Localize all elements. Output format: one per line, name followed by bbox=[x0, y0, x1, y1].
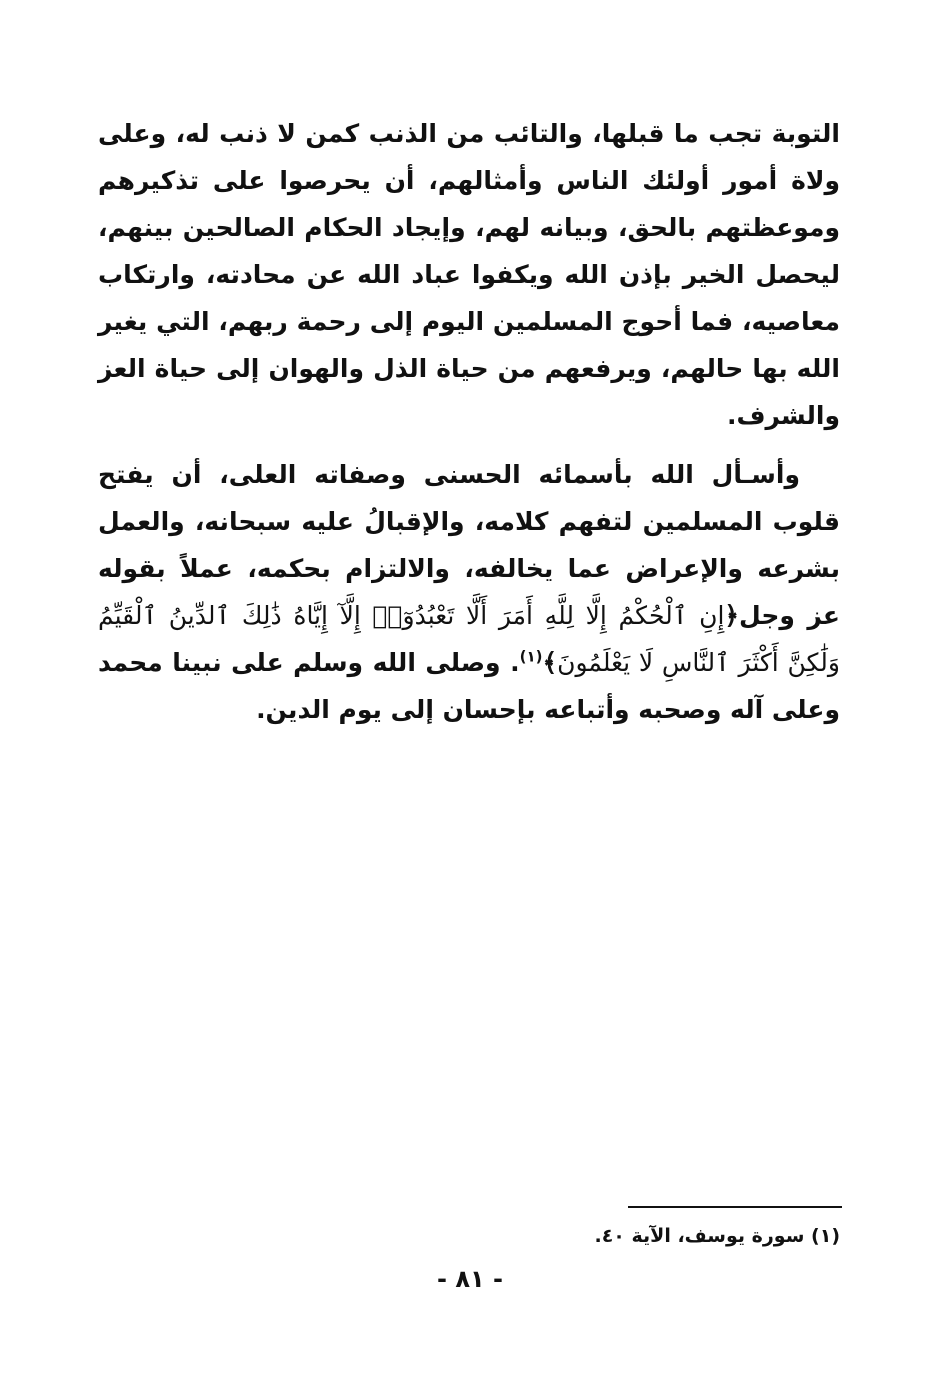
footnote: (١) سورة يوسف، الآية ٤٠. bbox=[594, 1225, 840, 1247]
footnote-divider bbox=[628, 1206, 842, 1208]
footnote-reference: (١) bbox=[519, 647, 543, 666]
paragraph-2-intro: وأسـأل الله بأسمائه الحسنى وصفاته العلى، أن يفتح قلوب المسلمين لتفهم كلامه، والإقبالُ عليه سبحانه، والعمل بشرعه والإعراض عما يخالفه، والالتزام بحكمه، عملاً بقوله عز وجل bbox=[98, 460, 840, 630]
body-text bbox=[98, 110, 840, 733]
paragraph-2 bbox=[98, 451, 840, 733]
paragraph-1-text: التوبة تجب ما قبلها، والتائب من الذنب كمن لا ذنب له، وعلى ولاة أمور أولئك الناس وأمثالهم، أن يحرصوا على تذكيرهم وموعظتهم بالحق، وبيانه لهم، وإيجاد الحكام الصالحين بينهم، ليحصل الخير بإذن الله ويكفوا عباد الله عن محادته، وارتكاب معاصيه، فما أحوج المسلمين اليوم إلى رحمة ربهم، التي يغير الله بها حالهم، ويرفعهم من حياة الذل والهوان إلى حياة العز والشرف. bbox=[98, 119, 840, 430]
page-number: - ٨١ - bbox=[437, 1265, 503, 1293]
quran-close-bracket: ﴾ bbox=[542, 648, 558, 677]
quran-verse: إِنِ ٱلْحُكْمُ إِلَّا لِلَّهِ أَمَرَ أَلَّا تَعْبُدُوٓا۟ إِلَّآ إِيَّاهُ ذَٰلِكَ ٱلدِّينُ ٱلْقَيِّمُ وَلَٰكِنَّ أَكْثَرَ ٱلنَّاسِ لَا يَعْلَمُونَ bbox=[98, 601, 840, 677]
quran-open-bracket: ﴿ bbox=[724, 601, 740, 630]
paragraph-1 bbox=[98, 110, 840, 439]
paragraph-2-outro: . وصلى الله وسلم على نبينا محمد وعلى آله وصحبه وأتباعه بإحسان إلى يوم الدين. bbox=[98, 648, 840, 724]
